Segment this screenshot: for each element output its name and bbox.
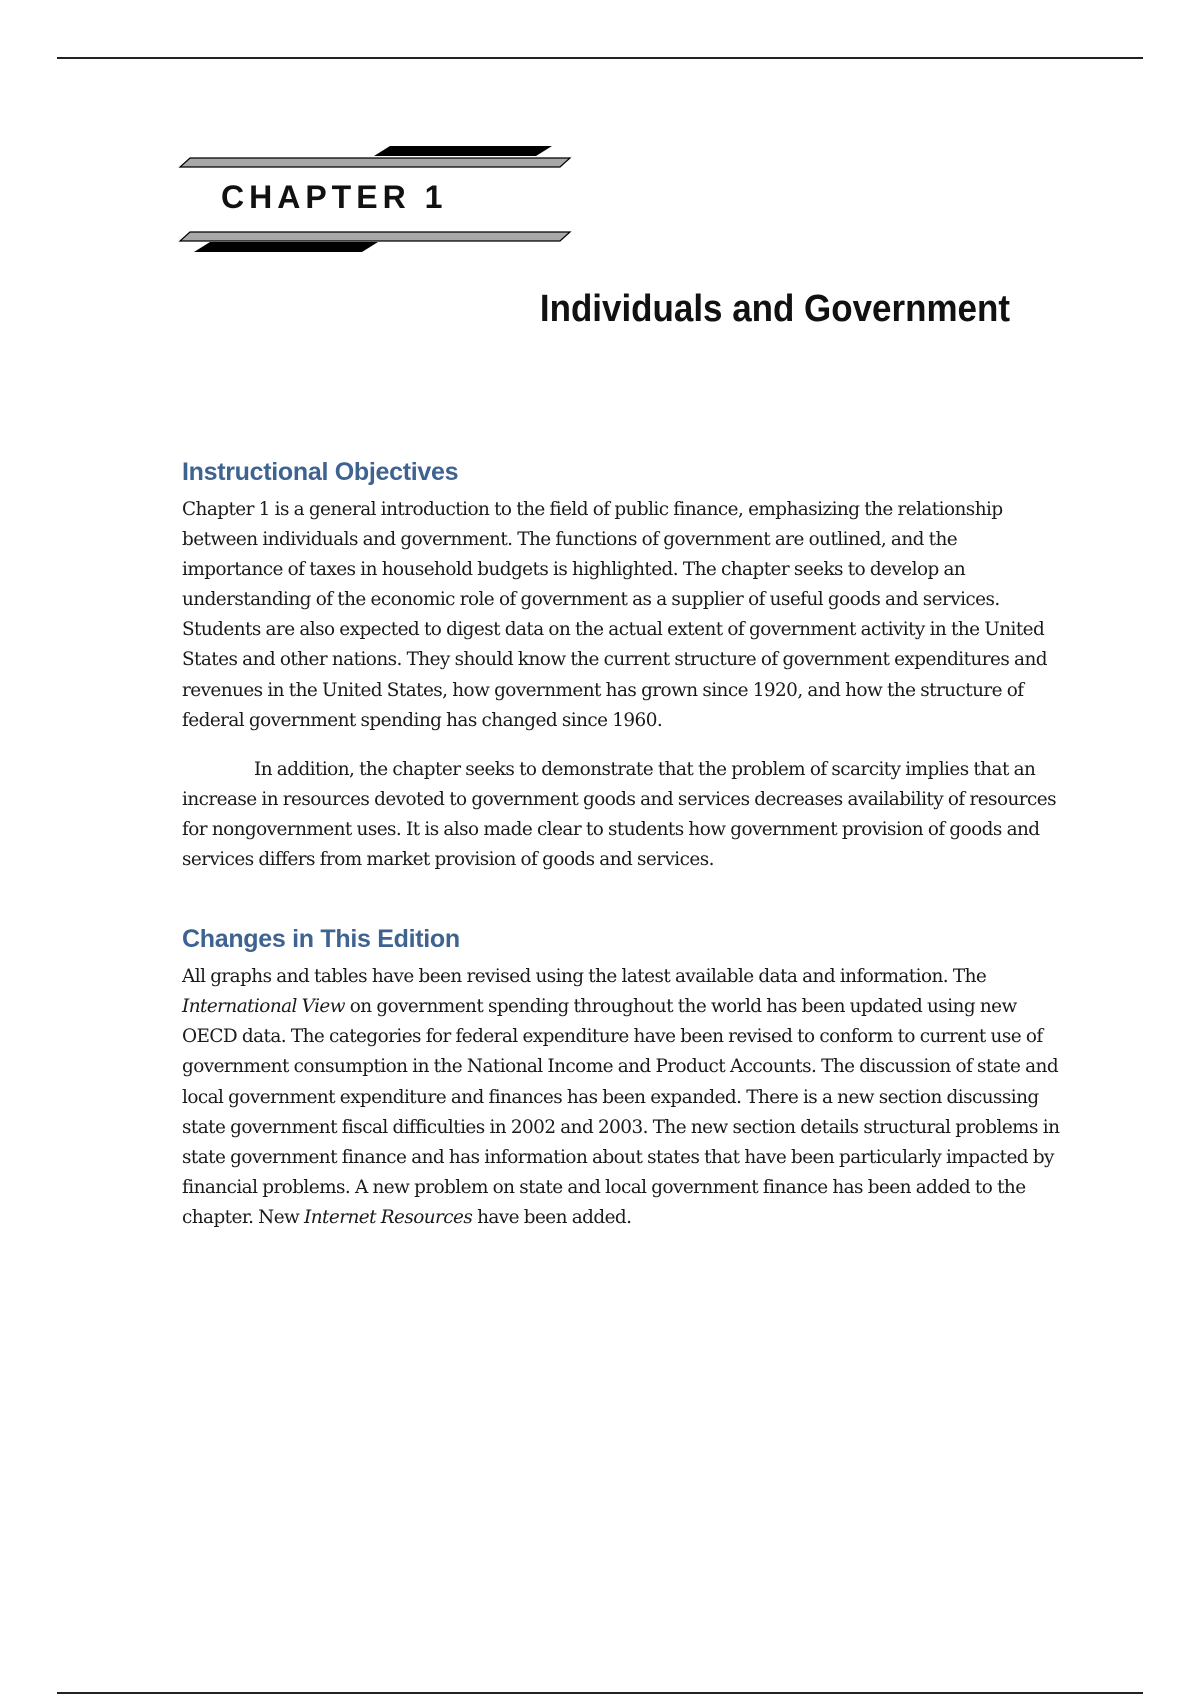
section-instructional-objectives — [182, 458, 1062, 875]
paragraph — [182, 962, 1062, 1233]
bottom-rule — [57, 1692, 1143, 1694]
italic-title: Internet Resources — [304, 1206, 473, 1228]
paragraph: Chapter 1 is a general introduction to the field of public finance, emphasizing the relationship between individuals and government. The functions of government are outlined, and the importance of taxes in household budgets is highlighted. The chapter seeks to develop an understanding of the economic role of government as a supplier of useful goods and services. Students are also expected to digest data on the actual extent of government activity in the United States and other nations. They should know the current structure of government expenditures and revenues in the United States, how government has grown since 1920, and how the structure of federal government spending has changed since 1960. — [182, 499, 1047, 731]
paragraph-text: have been added. — [472, 1206, 632, 1228]
paragraph: In addition, the chapter seeks to demonstrate that the problem of scarcity implies that an increase in resources devoted to government goods and services decreases availability of resources for nongovernment uses. It is also made clear to students how government provision of goods and services differs from market provision of goods and services. — [182, 758, 1056, 871]
section-heading: Changes in This Edition — [182, 925, 460, 954]
paragraph-text: All graphs and tables have been revised using the latest available data and information. The — [182, 966, 987, 988]
chapter-title: Individuals and Government — [539, 288, 1010, 330]
chapter-banner — [178, 140, 578, 260]
section-heading: Instructional Objectives — [182, 458, 459, 486]
top-rule — [57, 57, 1143, 59]
document-body — [182, 458, 1062, 1233]
chapter-label: CHAPTER 1 — [221, 179, 448, 215]
italic-title: International View — [182, 996, 345, 1018]
section-changes-in-this-edition — [182, 925, 1062, 1233]
paragraph-text: on government spending throughout the world has been updated using new OECD data. The categories for federal expenditure have been revised to conform to current use of government consumption in the National Income and Product Accounts. The discussion of state and local government expenditure and finances has been expanded. There is a new section discussing state government fiscal difficulties in 2002 and 2003. The new section details structural problems in state government finance and has information about states that have been particularly impacted by financial problems. A new problem on state and local government finance has been added to the chapter. New — [182, 996, 1060, 1228]
